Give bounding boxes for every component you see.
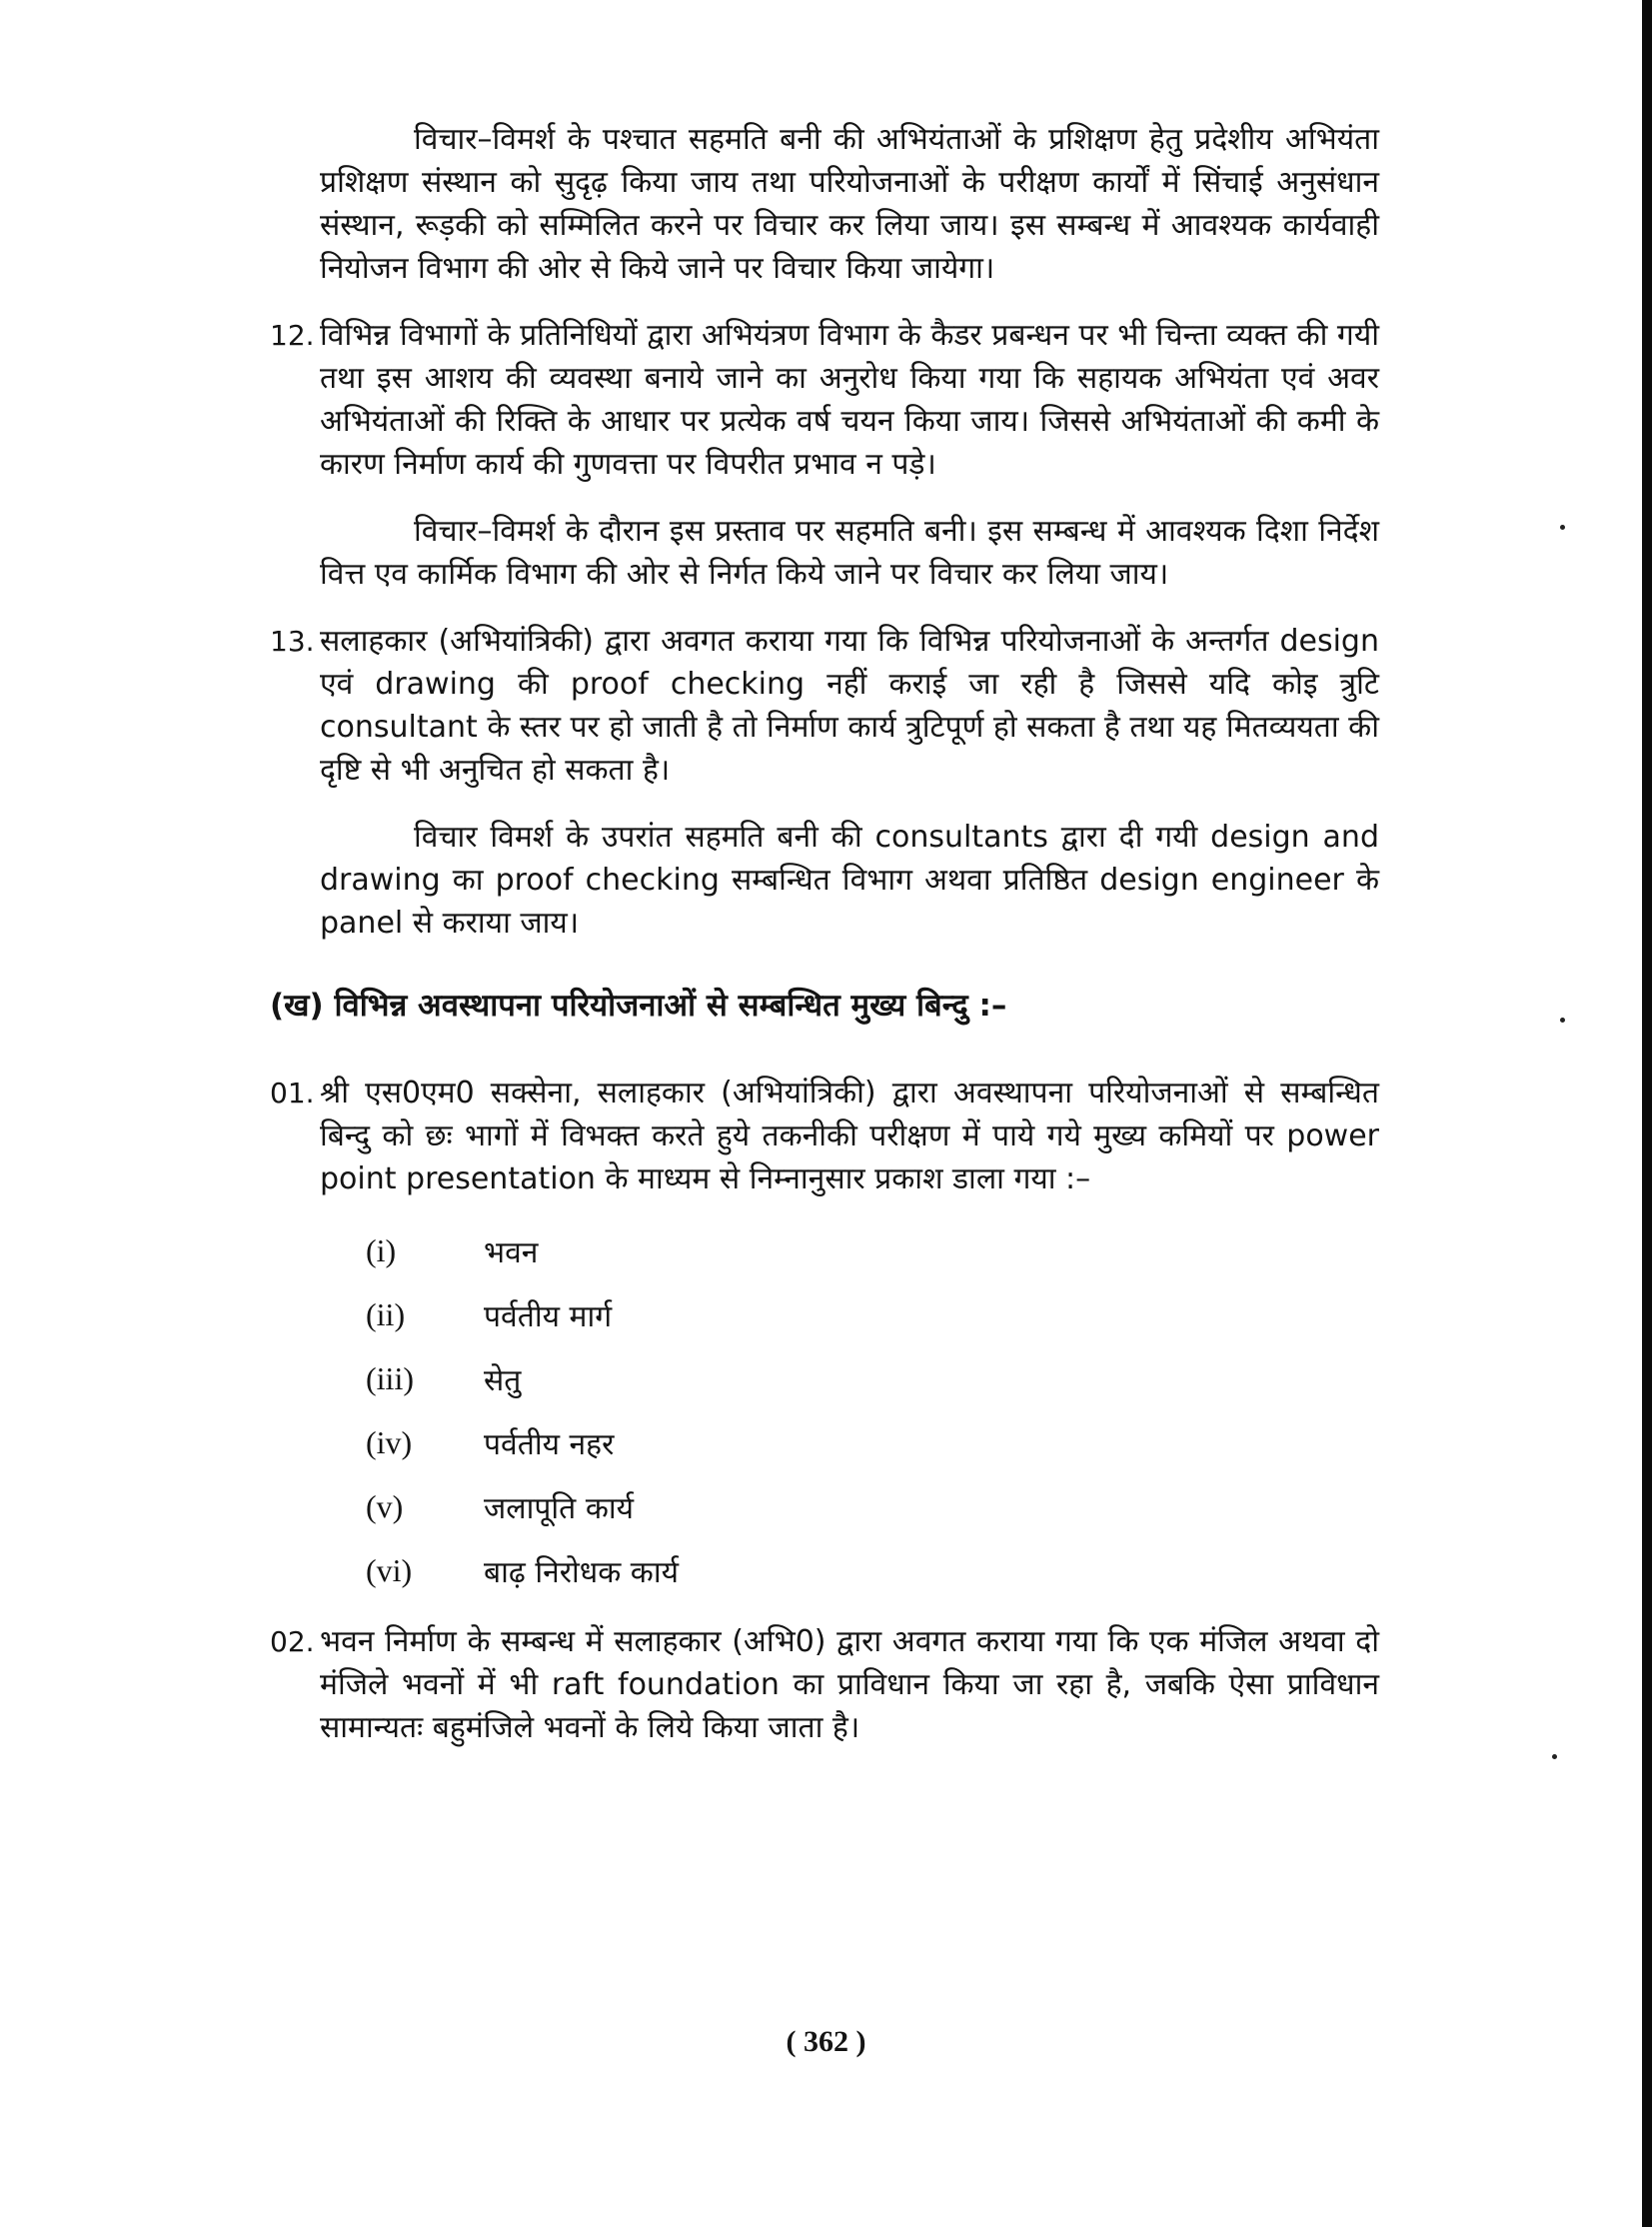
section-heading: (ख) विभिन्न अवस्थापना परियोजनाओं से सम्बन्धित मुख्य बिन्दु :–: [270, 988, 1007, 1024]
category-list: [366, 1218, 1379, 1602]
item-number: 13.: [270, 625, 315, 658]
item-number: 12.: [270, 319, 315, 352]
list-marker: (ii): [366, 1295, 406, 1332]
list-marker: (iv): [366, 1423, 413, 1460]
list-item: [366, 1218, 1379, 1282]
list-marker: (iii): [366, 1359, 414, 1396]
list-item: [366, 1346, 1379, 1410]
list-text: पर्वतीय नहर: [484, 1426, 615, 1462]
list-text: पर्वतीय मार्ग: [484, 1298, 613, 1334]
list-text: भवन: [484, 1234, 539, 1270]
list-marker: (v): [366, 1487, 404, 1524]
list-item: [366, 1282, 1379, 1346]
scan-speck: [1560, 1018, 1565, 1023]
item-13-text: सलाहकार (अभियांत्रिकी) द्वारा अवगत कराया गया कि विभिन्न परियोजनाओं के अन्तर्गत design एवं drawing की proof checking नहीं कराई जा रही है जिससे यदि कोइ त्रुटि consultant के स्तर पर हो जाती है तो निर्माण कार्य त्रुटिपूर्ण हो सकता है तथा यह मितव्ययता की दृष्टि से भी अनुचित हो सकता है।: [320, 624, 1379, 788]
paragraph-discussion-training: विचार–विमर्श के पश्चात सहमति बनी की अभियंताओं के प्रशिक्षण हेतु प्रदेशीय अभियंता प्रशिक्षण संस्थान को सुदृढ़ किया जाय तथा परियोजनाओं के परीक्षण कार्यों में सिंचाई अनुसंधान संस्थान, रूड़की को सम्मिलित करने पर विचार कर लिया जाय। इस सम्बन्ध में आवश्यक कार्यवाही नियोजन विभाग की ओर से किये जाने पर विचार किया जायेगा।: [320, 122, 1379, 286]
item-01: [270, 1072, 1379, 1200]
list-marker: (vi): [366, 1551, 413, 1588]
scan-speck: [1552, 1754, 1557, 1759]
list-marker: (i): [366, 1231, 397, 1268]
list-item: [366, 1410, 1379, 1474]
item-02: [270, 1620, 1379, 1749]
list-text: बाढ़ निरोधक कार्य: [484, 1554, 680, 1590]
scan-speck: [1560, 525, 1565, 530]
document-body: [270, 118, 1379, 1773]
item-01-text: श्री एस0एम0 सक्सेना, सलाहकार (अभियांत्रिकी) द्वारा अवस्थापना परियोजनाओं से सम्बन्धित बिन्दु को छः भागों में विभक्त करते हुये तकनीकी परीक्षण में पाये गये मुख्य कमियों पर power point presentation के माध्यम से निम्नानुसार प्रकाश डाला गया :–: [320, 1076, 1379, 1196]
item-12-text: विभिन्न विभागों के प्रतिनिधियों द्वारा अभियंत्रण विभाग के कैडर प्रबन्धन पर भी चिन्ता व्यक्त की गयी तथा इस आशय की व्यवस्था बनाये जाने का अनुरोध किया गया कि सहायक अभियंता एवं अवर अभियंताओं की रिक्ति के आधार पर प्रत्येक वर्ष चयन किया जाय। जिससे अभियंताओं की कमी के कारण निर्माण कार्य की गुणवत्ता पर विपरीत प्रभाव न पड़े।: [320, 318, 1379, 482]
item-number: 01.: [270, 1077, 315, 1110]
page-number: ( 362 ): [786, 2025, 866, 2058]
item-13-followup: विचार विमर्श के उपरांत सहमति बनी की consultants द्वारा दी गयी design and drawing का proof checking सम्बन्धित विभाग अथवा प्रतिष्ठित design engineer के panel से कराया जाय।: [320, 820, 1379, 941]
list-item: [366, 1538, 1379, 1602]
scan-edge-shadow: [1642, 0, 1652, 2227]
list-text: जलापूति कार्य: [484, 1490, 635, 1526]
item-02-text: भवन निर्माण के सम्बन्ध में सलाहकार (अभि0) द्वारा अवगत कराया गया कि एक मंजिल अथवा दो मंजिले भवनों में भी raft foundation का प्राविधान किया जा रहा है, जबकि ऐसा प्राविधान सामान्यतः बहुमंजिले भवनों के लिये किया जाता है।: [320, 1624, 1379, 1745]
list-text: सेतु: [484, 1362, 522, 1398]
list-item: [366, 1474, 1379, 1538]
item-12: [270, 314, 1379, 486]
item-number: 02.: [270, 1625, 315, 1658]
item-12-followup: विचार–विमर्श के दौरान इस प्रस्ताव पर सहमति बनी। इस सम्बन्ध में आवश्यक दिशा निर्देश वित्त एव कार्मिक विभाग की ओर से निर्गत किये जाने पर विचार कर लिया जाय।: [320, 514, 1379, 592]
item-13: [270, 620, 1379, 792]
